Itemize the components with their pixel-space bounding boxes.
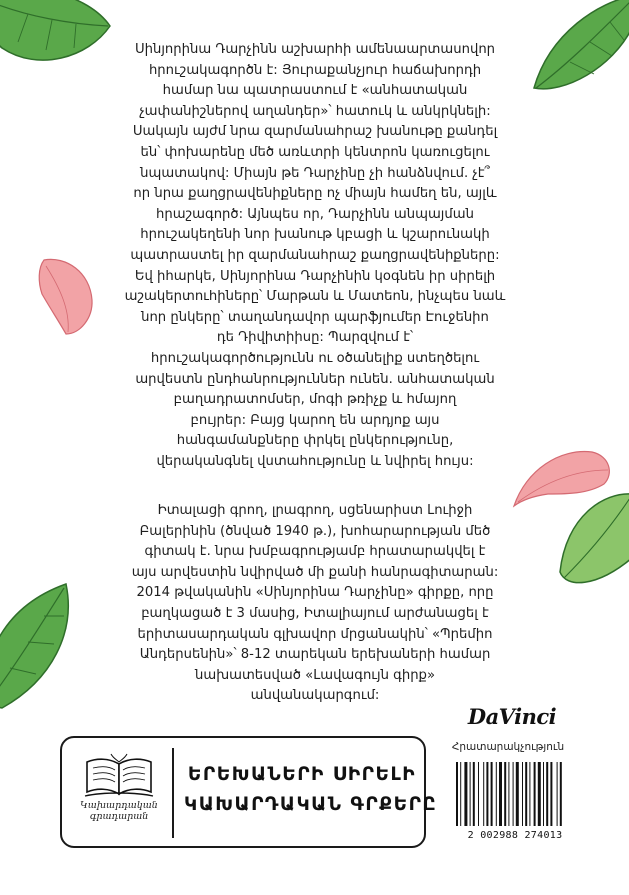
text-line: համար նա պատրաստում է «անհատական bbox=[162, 83, 468, 99]
text-line: Իտալացի գրող, լրագրող, սցենարիստ Լուիջի bbox=[157, 503, 473, 518]
text-line: բաղկացած է 3 մասից, Իտալիայում արժանացել է bbox=[141, 605, 489, 621]
leaf-top-left-icon bbox=[0, 0, 116, 72]
text-line: 2014 թվականին «Սինյորինա Դարչինը» գիրքը, որը bbox=[136, 585, 494, 601]
text-line: Սինյորինա Դարչինն աշխարհի ամենաարտասովոր bbox=[134, 42, 496, 57]
text-line: են՝ փոխարենը մեծ առևտրի կենտրոն կառուցելու bbox=[140, 144, 490, 160]
series-caption-line: գրադարան bbox=[89, 811, 149, 822]
text-line: հրուշակեղենի նոր խանութ կբացի և կշարունակի bbox=[140, 227, 490, 243]
text-line: նպատակով: Միայն թե Դարչինը չի հանձնվում. չէ՞ bbox=[140, 165, 490, 181]
text-line: աշակերտուհիները՝ Մարթան և Մատեոն, ինչպես նաև bbox=[124, 289, 506, 305]
text-line: նախատեսված «Լավագույն գիրք» bbox=[194, 667, 436, 683]
text-line: անվանակարգում: bbox=[250, 688, 380, 704]
text-line: երիտասարդական գլխավոր մրցանակին՝ «Պրեմիո bbox=[137, 626, 493, 642]
series-title bbox=[184, 760, 438, 820]
text-line: Բալերինին (ծնված 1940 թ.), խոհարարության մեծ bbox=[139, 523, 491, 539]
text-line: դե Դիվիտիիսը: Պարզվում է՝ bbox=[216, 330, 414, 346]
text-line: հանգամանքները փրկել ընկերությունը, bbox=[176, 433, 454, 449]
text-line: չափանիշներով աղանդեր»՝ հատուկ և անկրկնելի: bbox=[139, 103, 491, 119]
text-line: հրուշակագործությունն ու օծանելիք ստեղծելու bbox=[150, 350, 480, 366]
series-divider bbox=[172, 748, 174, 838]
publisher-logo: DaVinci bbox=[467, 704, 557, 729]
barcode-bars bbox=[450, 760, 580, 830]
text-line: Անդերսենին»՝ 8-12 տարեկան երեխաների համար bbox=[139, 647, 491, 663]
petal-left-icon bbox=[36, 254, 98, 338]
text-line: նոր ընկերը՝ տաղանդավոր պարֆյումեր Էուջենիո bbox=[141, 309, 489, 325]
leaf-bottom-left-icon bbox=[0, 576, 80, 716]
series-title-line: ԵՐԵԽԱՆԵՐԻ ՍԻՐԵԼԻ bbox=[187, 764, 417, 785]
leaf-top-right-icon bbox=[520, 0, 629, 112]
barcode bbox=[450, 760, 580, 846]
text-line: հրաշագործ: Այնպես որ, Դարչինն անպայման bbox=[156, 206, 474, 222]
text-line: վերականգնել վստահությունը և նվիրել հույս: bbox=[156, 453, 474, 469]
series-title-line: ԿԱԽԱՐԴԱԿԱՆ ԳՐՔԵՐԸ bbox=[184, 794, 438, 815]
text-line: Եվ իհարկե, Սինյորինա Դարչինին կօգնեն իր սիրելի bbox=[134, 268, 496, 284]
series-logo bbox=[72, 748, 166, 838]
series-badge bbox=[60, 736, 438, 848]
publisher-name: Հրատարակչություն bbox=[451, 741, 565, 753]
text-line: պատրաստել իր զարմանահրաշ քաղցրավենիքները: bbox=[130, 247, 500, 263]
barcode-number: 2 002988 274013 bbox=[467, 830, 563, 841]
text-line: բույրեր: Բայց կարող են արդյոք այս bbox=[190, 412, 440, 428]
text-line: արվեստն ընդհանրություններ ունեն. անհատական bbox=[135, 371, 495, 387]
series-caption-line: Կախարդական bbox=[80, 800, 158, 811]
open-book-icon bbox=[83, 752, 155, 800]
text-line: Սակայն այժմ նրա զարմանահրաշ խանութը քանդել bbox=[132, 124, 498, 140]
description-paragraph bbox=[100, 40, 530, 472]
text-line: որ նրա քաղցրավենիքները ոչ միայն համեղ են, այլև bbox=[133, 186, 497, 202]
text-line: հրուշակագործն է: Յուրաքանչյուր հաճախորդի bbox=[148, 62, 482, 78]
author-bio-paragraph bbox=[100, 501, 530, 707]
text-line: այս արվեստին նվիրված մի քանի հանրագիտարան: bbox=[131, 564, 499, 580]
text-line: գիտակ է. նրա խմբագրությամբ հրատարակվել է bbox=[144, 544, 486, 560]
leaf-bottom-right-icon bbox=[546, 488, 629, 598]
text-line: բաղադրատոմսեր, մոգի թռիչք և հմայող bbox=[173, 392, 457, 408]
